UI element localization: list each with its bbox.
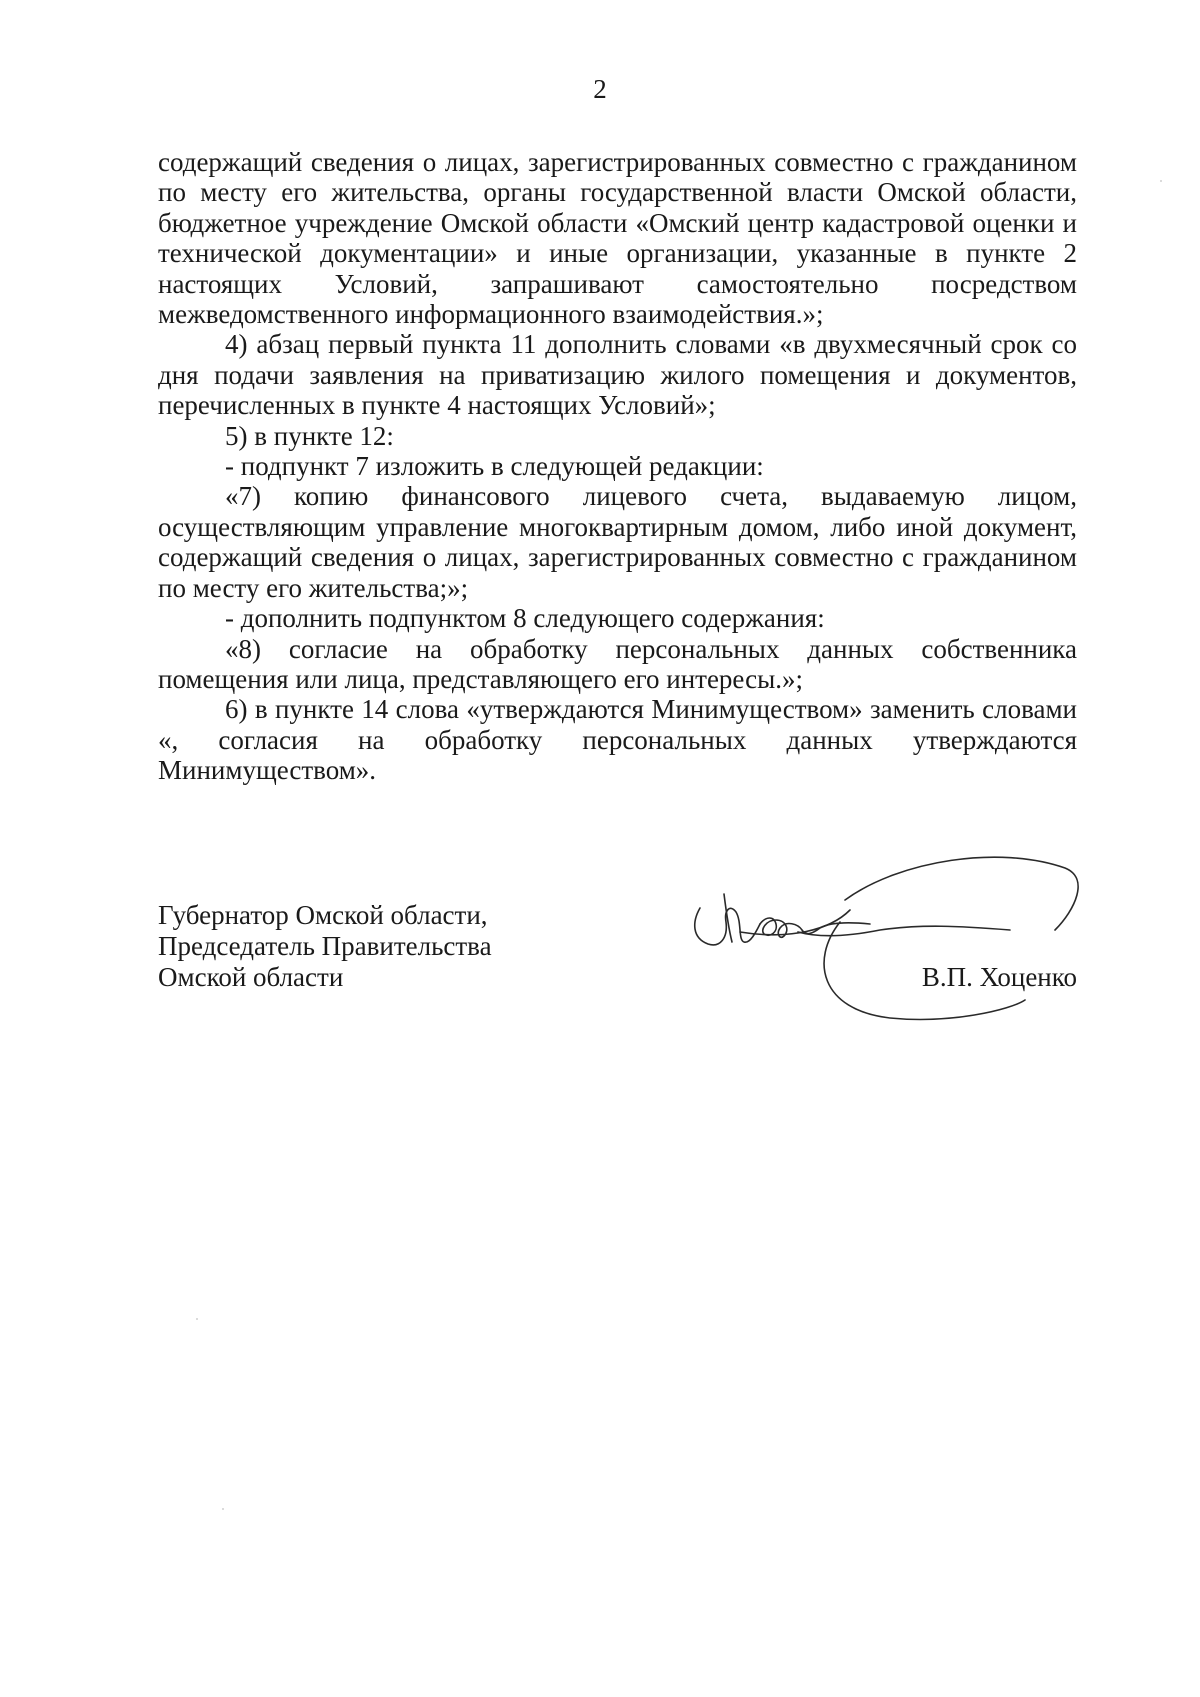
scan-speck <box>222 1508 224 1510</box>
signer-position-line: Председатель Правительства <box>158 931 492 961</box>
paragraph: содержащий сведения о лицах, зарегистрированных совместно с гражданином по месту его жительства, органы государственной власти Омской области, бюджетное учреждение Омской области «Омский центр кадастровой оценки и технической документации» и иные организации, указанные в пункте 2 настоящих Условий, запрашивают самостоятельно посредством межведомственного информационного взаимодействия.»; <box>158 147 1077 330</box>
signer-position <box>158 900 578 993</box>
paragraph: 6) в пункте 14 слова «утверждаются Минимуществом» заменить словами «, согласия на обработку персональных данных утверждаются Минимуществом». <box>158 694 1077 786</box>
paragraph: 4) абзац первый пункта 11 дополнить словами «в двухмесячный срок со дня подачи заявления на приватизацию жилого помещения и документов, перечисленных в пункте 4 настоящих Условий»; <box>158 329 1077 421</box>
signer-position-line: Омской области <box>158 962 344 992</box>
scan-speck <box>1160 180 1162 182</box>
paragraph: «8) согласие на обработку персональных данных собственника помещения или лица, представляющего его интересы.»; <box>158 633 1077 694</box>
page-number: 2 <box>593 74 607 104</box>
handwritten-signature <box>680 850 1100 1040</box>
paragraph: - подпункт 7 изложить в следующей редакции: <box>225 451 764 482</box>
scan-speck <box>196 1318 198 1320</box>
signer-position-line: Губернатор Омской области, <box>158 900 488 930</box>
signer-name: В.П. Хоценко <box>921 962 1077 992</box>
paragraph: 5) в пункте 12: <box>225 420 394 451</box>
document-body <box>158 147 1077 786</box>
paragraph: - дополнить подпунктом 8 следующего содержания: <box>225 603 825 634</box>
paragraph: «7) копию финансового лицевого счета, выдаваемую лицом, осуществляющим управление многоквартирным домом, либо иной документ, содержащий сведения о лицах, зарегистрированных совместно с гражданином по месту его жительства;»; <box>158 481 1077 603</box>
